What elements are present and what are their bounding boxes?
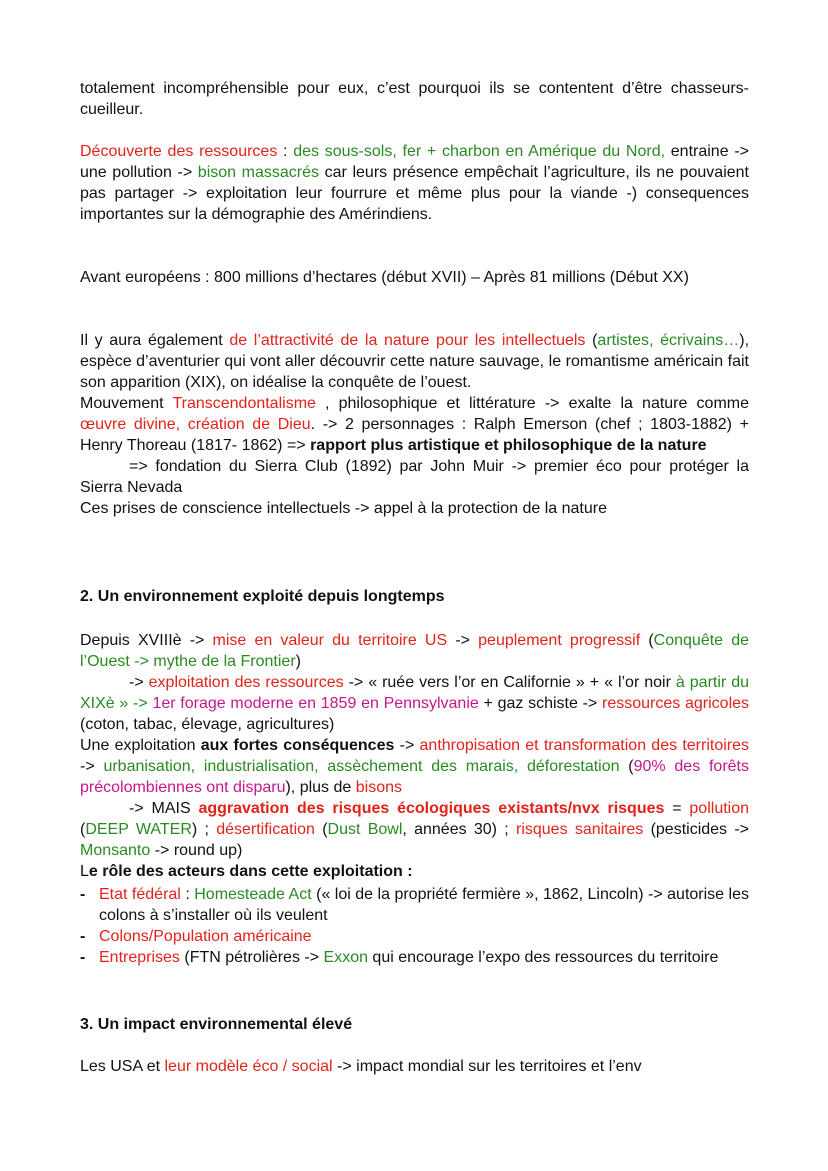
highlight-green: artistes, écrivains… <box>597 332 740 349</box>
paragraph-intellectuals <box>80 330 749 519</box>
highlight-red: Découverte des ressources <box>80 143 278 160</box>
highlight-green: Monsanto <box>80 842 151 859</box>
highlight-green: DEEP WATER <box>85 821 192 838</box>
text: ), espèce d’aventurier qui vont aller découvrir cette nature sauvage, le romantisme américain fait son apparition (XIX), on idéalise la conquête de l’ouest. <box>80 332 750 391</box>
text: -> <box>129 674 149 691</box>
text: entraine -> une pollution -> <box>80 143 749 181</box>
paragraph-exploitation <box>80 672 749 735</box>
text: , philosophique et littérature -> exalte la nature comme <box>315 395 749 412</box>
text: ) <box>295 653 301 670</box>
actors-list <box>80 884 749 968</box>
highlight-green: Dust Bowl <box>327 821 403 838</box>
text: Mouvement <box>80 395 173 412</box>
text: : <box>277 143 294 160</box>
text: Ces prises de conscience intellectuels -> appel à la protection de la nature <box>80 500 607 517</box>
highlight-red: leur modèle éco / social <box>164 1058 333 1075</box>
text: -> <box>80 758 104 775</box>
text: (pesticides -> <box>643 821 750 838</box>
text: -> MAIS <box>129 800 199 817</box>
highlight-red: risques sanitaires <box>515 821 644 838</box>
text: -> impact mondial sur les territoires et l’env <box>332 1058 642 1075</box>
paragraph-usa-model <box>80 1056 749 1077</box>
text: Depuis XVIIIè -> <box>80 632 213 649</box>
text: -> « ruée vers l’or en Californie » + « l’or noir <box>343 674 676 691</box>
text: ( <box>80 821 86 838</box>
text: (FTN pétrolières -> <box>179 949 324 966</box>
text: ( <box>619 758 634 775</box>
paragraph-depuis <box>80 630 749 672</box>
highlight-red: Colons/Population américaine <box>99 928 312 945</box>
paragraph-actors <box>80 861 749 882</box>
list-item <box>80 884 749 926</box>
text: -> <box>447 632 479 649</box>
text: , années 30) ; <box>402 821 516 838</box>
bold-text: aux fortes conséquences <box>200 737 395 754</box>
highlight-green: Homesteade Act <box>194 886 312 903</box>
text: Une exploitation <box>80 737 201 754</box>
text: car leurs présence empêchait l’agriculture, ils ne pouvaient pas partager -> exploitation leur fourrure et même plus pour la viande -) consequences importantes sur la démographie des Amérindiens. <box>80 164 749 223</box>
paragraph-hectares <box>80 267 749 288</box>
intellectuals-text <box>80 330 749 393</box>
list-item <box>80 947 749 968</box>
highlight-red: anthropisation et transformation des territoires <box>419 737 750 754</box>
highlight-green: Conquête de l’Ouest -> mythe de la Frontier <box>80 632 750 670</box>
paragraph-hunter-gatherers <box>80 78 749 120</box>
text: Avant européens : 800 millions d’hectares (début XVII) – Après 81 millions (Début XX) <box>80 269 689 286</box>
text: ( <box>640 632 654 649</box>
highlight-green: à partir du XIXè » -> <box>80 674 749 712</box>
text: . -> 2 personnages : Ralph Emerson (chef ; 1803-1882) + Henry Thoreau (1817- 1862) => <box>80 416 749 454</box>
highlight-red: Etat fédéral <box>99 886 181 903</box>
text: : <box>180 886 195 903</box>
highlight-green: Exxon <box>323 949 368 966</box>
highlight-red: Transcendontalisme <box>172 395 316 412</box>
highlight-red: pollution <box>689 800 750 817</box>
text: qui encourage l’expo des ressources du territoire <box>367 949 719 966</box>
text: -> <box>394 737 420 754</box>
highlight-red: œuvre divine, création de Dieu <box>80 416 311 433</box>
text: L <box>80 863 89 880</box>
text: = <box>664 800 690 817</box>
section-heading-2: 2. Un environnement exploité depuis longtemps <box>80 588 445 605</box>
bold-red-text: aggravation des risques écologiques existants/nvx risques <box>198 800 665 817</box>
bold-text: e rôle des acteurs dans cette exploitation : <box>88 863 413 880</box>
bold-text: rapport plus artistique et philosophique de la nature <box>310 437 707 454</box>
text: ), plus de <box>285 779 356 796</box>
highlight-magenta: 1er forage moderne en 1859 en Pennsylvanie <box>152 695 479 712</box>
highlight-magenta: 90% des forêts précolombiennes ont disparu <box>80 758 749 796</box>
highlight-red: exploitation des ressources <box>148 674 344 691</box>
paragraph-resources <box>80 141 749 225</box>
sierra-club-text <box>80 456 749 498</box>
highlight-red: désertification <box>216 821 315 838</box>
paragraph-consequences <box>80 735 749 798</box>
highlight-green: des sous-sols, fer + charbon en Amérique du Nord, <box>293 143 666 160</box>
highlight-red: bisons <box>355 779 402 796</box>
text: (coton, tabac, élevage, agricultures) <box>80 716 335 733</box>
text: + gaz schiste -> <box>478 695 603 712</box>
highlight-green: urbanisation, industrialisation, assèchement des marais, déforestation <box>103 758 620 775</box>
text: ( <box>585 332 598 349</box>
text: Les USA et <box>80 1058 165 1075</box>
highlight-red: de l’attractivité de la nature pour les intellectuels <box>229 332 586 349</box>
highlight-red: Entreprises <box>99 949 180 966</box>
paragraph-risks <box>80 798 749 861</box>
section-heading-3: 3. Un impact environnemental élevé <box>80 1016 353 1033</box>
conscience-text <box>80 498 749 519</box>
highlight-red: peuplement progressif <box>478 632 641 649</box>
text: ) ; <box>191 821 217 838</box>
highlight-green: bison massacrés <box>197 164 320 181</box>
text: totalement incompréhensible pour eux, c’est pourquoi ils se contentent d’être chasseurs-cueilleur. <box>80 80 749 118</box>
text: -> round up) <box>150 842 243 859</box>
text: ( <box>314 821 328 838</box>
list-item <box>80 926 749 947</box>
transcendentalism-text <box>80 393 749 456</box>
text: (« loi de la propriété fermière », 1862, Lincoln) -> autorise les colons à s’installer où ils veulent <box>99 886 749 924</box>
text: => fondation du Sierra Club (1892) par John Muir -> premier éco pour protéger la Sierra Nevada <box>80 458 749 496</box>
text: Il y aura également <box>80 332 230 349</box>
highlight-red: ressources agricoles <box>602 695 750 712</box>
highlight-red: mise en valeur du territoire US <box>212 632 448 649</box>
